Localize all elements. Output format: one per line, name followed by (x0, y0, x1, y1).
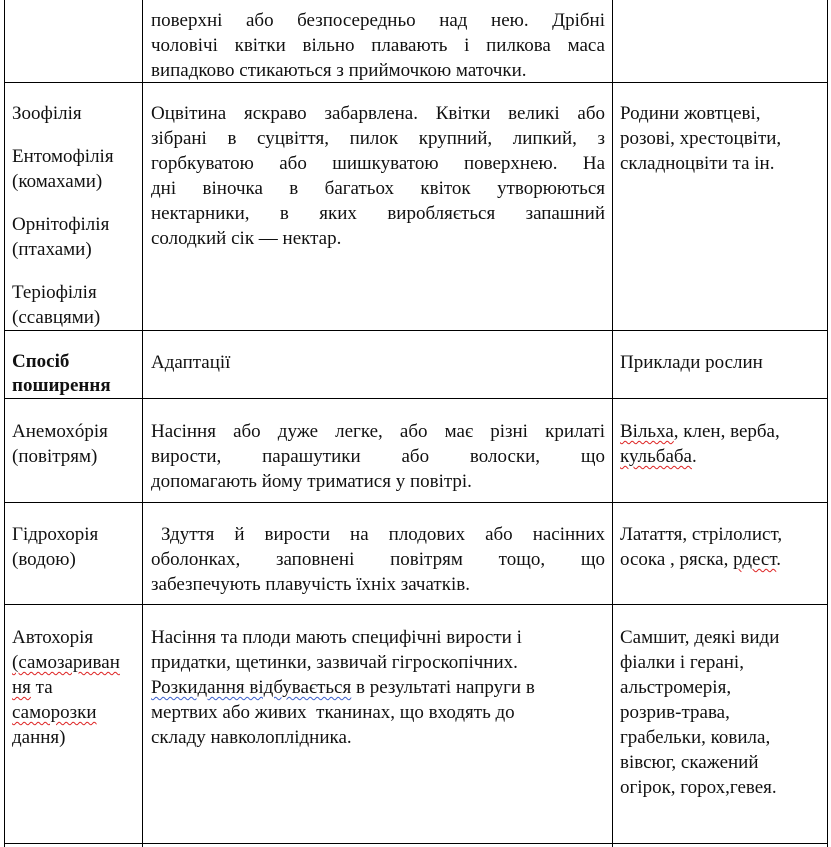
examples-text: . (776, 549, 781, 570)
examples-line (620, 444, 820, 469)
table-cell-examples (620, 522, 820, 572)
table-border-col1 (142, 0, 143, 847)
text-line: Насіння та плоди мають специфічні вирости і (151, 627, 522, 648)
text-line: чоловічі квітки вільно плавають і пилкова маса (151, 35, 605, 56)
text-line (151, 675, 605, 700)
type-label (12, 650, 136, 675)
spellcheck-word: Вільха (620, 421, 674, 442)
spellcheck-word: ня (12, 677, 31, 698)
table-cell-description (151, 625, 605, 750)
type-label: дання) (12, 727, 66, 748)
examples-line: грабельки, ковила, (620, 727, 771, 748)
type-text: та (30, 677, 53, 698)
examples-text: Родини жовтцеві, розові, хрестоцвіти, складноцвіти та ін. (620, 103, 782, 174)
type-label: Орнітофілія (птахами) (12, 214, 110, 260)
header-text: Спосіб (12, 351, 70, 372)
type-label: (повітрям) (12, 446, 98, 467)
table-cell-description (151, 101, 605, 251)
text-line: Оцвітина яскраво забарвлена. Квітки великі або (151, 103, 605, 124)
examples-line: розрив-трава, (620, 702, 730, 723)
examples-text: осока , ряска, (620, 549, 734, 570)
text-line: солодкий сік — нектар. (151, 228, 342, 249)
text-line: оболонках, заповнені повітрям тощо, що (151, 549, 605, 570)
row-divider (4, 502, 828, 503)
examples-line (620, 419, 820, 444)
table-header-examples (620, 350, 820, 375)
table-border-left (4, 0, 5, 847)
header-text: Адаптації (151, 352, 231, 373)
text-line: допомагають йому триматися у повітрі. (151, 471, 472, 492)
examples-line: огірок, горох,гевея. (620, 777, 777, 798)
table-cell-examples (620, 419, 820, 469)
examples-text: . (691, 446, 697, 467)
text-line: дні віночка в багатьох квіток утворюються (151, 178, 605, 199)
spellcheck-word: рдест (733, 549, 777, 570)
type-label (12, 675, 136, 700)
text-segment: в результаті напруги в (351, 677, 535, 698)
table-cell-type (12, 101, 136, 330)
examples-line: вівсюг, скажений (620, 752, 759, 773)
row-divider (4, 398, 828, 399)
spellcheck-word: (самозариван (12, 652, 120, 673)
table-header-adaptations (151, 350, 605, 375)
table-header-method (12, 350, 136, 398)
table-border-right (827, 0, 828, 847)
table-cell-description (151, 419, 605, 494)
table-cell-examples (620, 625, 820, 800)
table-border-col2 (612, 0, 613, 847)
spellcheck-word: саморозки (12, 702, 97, 723)
type-label: Анемохóрія (12, 421, 108, 442)
examples-line (620, 547, 820, 572)
row-divider (4, 843, 828, 844)
examples-line: Самшит, деякі види (620, 627, 780, 648)
header-text: Приклади рослин (620, 352, 763, 373)
spellcheck-word: кульбаба (620, 446, 692, 467)
examples-line: фіалки і герані, (620, 652, 744, 673)
text-line: Насіння або дуже легке, або має різні крилаті (151, 421, 605, 442)
table-cell-type (12, 625, 136, 750)
text-line: зібрані в суцвіття, пилок крупний, липкий, з (151, 128, 605, 149)
text-line: мертвих або живих тканинах, що входять до (151, 702, 515, 723)
examples-text: , клен, верба, (673, 421, 780, 442)
table-cell-description (151, 522, 605, 597)
type-label: Гідрохорія (12, 524, 99, 545)
text-line: горбкуватою або шишкуватою поверхнею. На (151, 153, 605, 174)
type-label: (водою) (12, 549, 76, 570)
row-divider (4, 604, 828, 605)
examples-line: альстромерія, (620, 677, 732, 698)
type-label: Ентомофілія (комахами) (12, 146, 114, 192)
text-line: випадково стикаються з приймочкою маточки. (151, 60, 527, 81)
type-label: Зоофілія (12, 103, 82, 124)
header-text: поширення (12, 375, 111, 396)
text-line: поверхні або безпосередньо над нею. Дрібні (151, 10, 605, 31)
examples-line: Латаття, стрілолист, (620, 524, 783, 545)
table-cell-type (12, 522, 136, 572)
spellcheck-word: Розкидання відбувається (151, 677, 352, 698)
text-line: складу навколоплідника. (151, 727, 352, 748)
type-label (12, 700, 136, 725)
text-line: вирости, парашутики або волоски, що (151, 446, 605, 467)
type-label: Автохорія (12, 627, 94, 648)
row-divider (4, 330, 828, 331)
table-cell-description (151, 8, 605, 83)
text-line: нектарники, в яких виробляється запашний (151, 203, 605, 224)
table-cell-type (12, 419, 136, 469)
type-label: Теріофілія (ссавцями) (12, 282, 101, 328)
text-line: Здуття й вирости на плодових або насінних (151, 524, 606, 545)
text-line: забезпечують плавучість їхніх зачатків. (151, 574, 470, 595)
text-line: придатки, щетинки, зазвичай гігроскопічних. (151, 652, 518, 673)
table-cell-examples (620, 101, 815, 176)
